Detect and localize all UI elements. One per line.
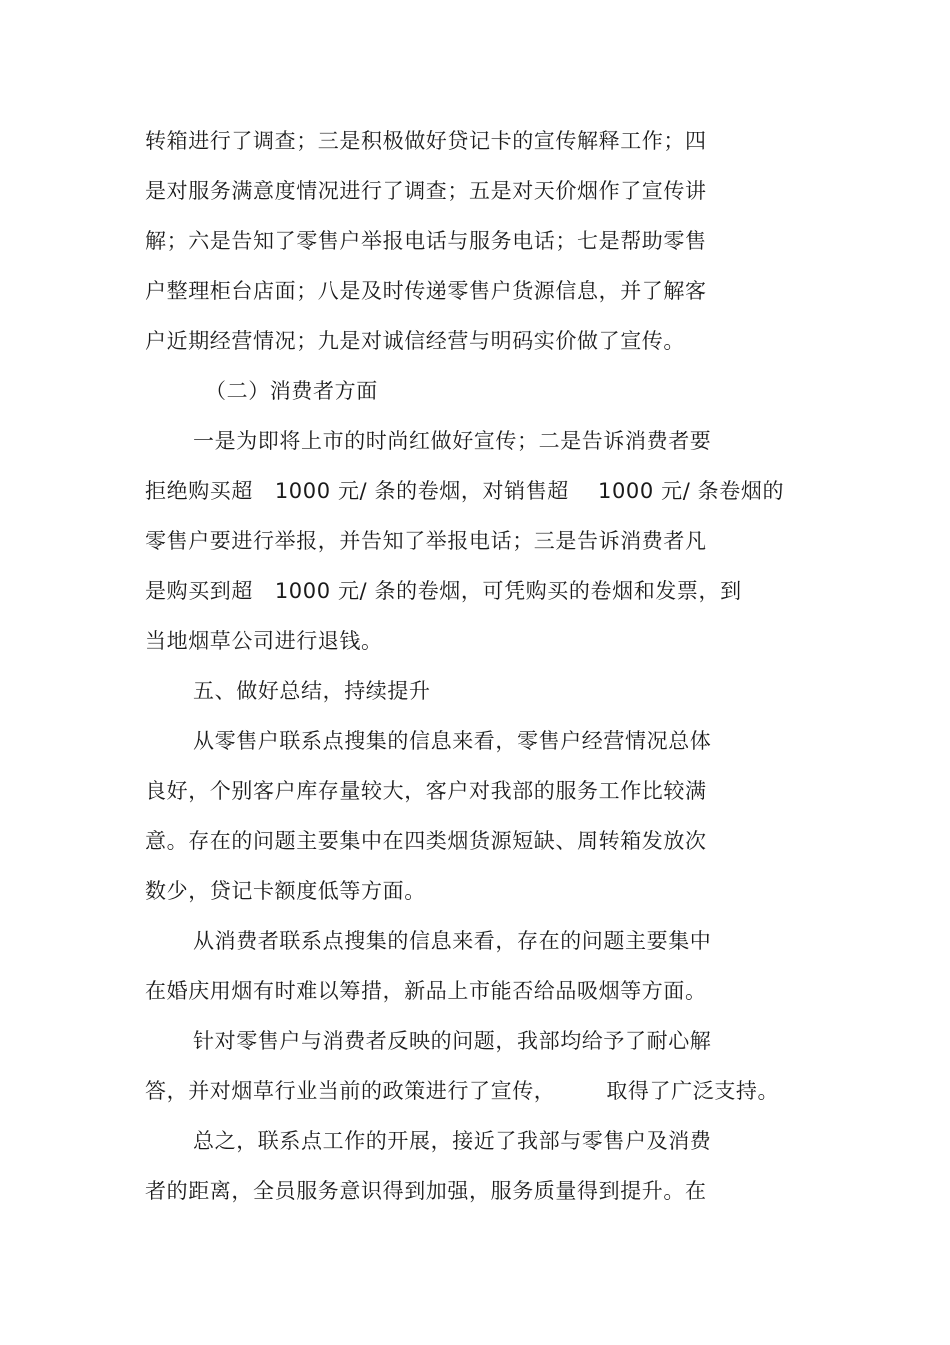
text-line-11: 当地烟草公司进行退钱。 [145,629,383,653]
text-line-18: 在婚庆用烟有时难以筹措，新品上市能否给品吸烟等方面。 [145,979,707,1003]
text-line-8: 拒绝购买超 1000 元/ 条的卷烟，对销售超 1000 元/ 条卷烟的 [145,479,785,503]
text-line-3: 解；六是告知了零售户举报电话与服务电话；七是帮助零售 [145,229,707,253]
text-line-20: 答，并对烟草行业当前的政策进行了宣传， 取得了广泛支持。 [145,1079,780,1103]
text-line-15: 意。存在的问题主要集中在四类烟货源短缺、周转箱发放次 [145,829,707,853]
text-line-2: 是对服务满意度情况进行了调查；五是对天价烟作了宣传讲 [145,179,707,203]
text-line-21: 总之，联系点工作的开展，接近了我部与零售户及消费 [193,1129,712,1153]
text-line-17: 从消费者联系点搜集的信息来看，存在的问题主要集中 [193,929,712,953]
text-line-14: 良好，个别客户库存量较大，客户对我部的服务工作比较满 [145,779,707,803]
text-line-7: 一是为即将上市的时尚红做好宣传；二是告诉消费者要 [193,429,712,453]
section-heading-consumers: （二）消费者方面 [205,379,378,403]
text-line-5: 户近期经营情况；九是对诚信经营与明码实价做了宣传。 [145,329,685,353]
text-line-9: 零售户要进行举报，并告知了举报电话；三是告诉消费者凡 [145,529,707,553]
text-line-4: 户整理柜台店面；八是及时传递零售户货源信息，并了解客 [145,279,707,303]
text-line-19: 针对零售户与消费者反映的问题，我部均给予了耐心解 [193,1029,712,1053]
section-heading-summary: 五、做好总结，持续提升 [193,679,431,703]
text-line-13: 从零售户联系点搜集的信息来看，零售户经营情况总体 [193,729,712,753]
text-line-22: 者的距离，全员服务意识得到加强，服务质量得到提升。在 [145,1179,707,1203]
text-line-16: 数少，贷记卡额度低等方面。 [145,879,426,903]
text-line-1: 转箱进行了调查；三是积极做好贷记卡的宣传解释工作；四 [145,129,707,153]
text-line-10: 是购买到超 1000 元/ 条的卷烟，可凭购买的卷烟和发票，到 [145,579,742,603]
